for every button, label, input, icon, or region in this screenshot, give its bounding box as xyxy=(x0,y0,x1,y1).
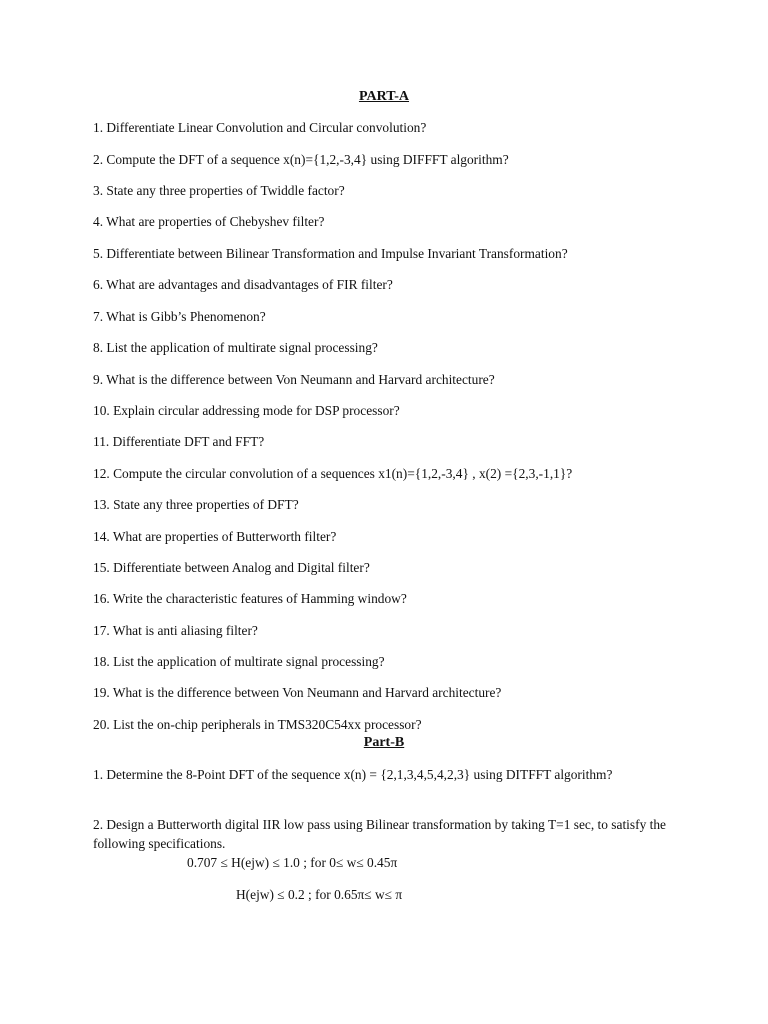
part-a-question-12: 12. Compute the circular convolution of a sequences x1(n)={1,2,-3,4} , x(2) ={2,3,-1,1}? xyxy=(93,466,573,481)
part-a-heading: PART-A xyxy=(358,89,410,104)
part-a-question-7: 7. What is Gibb’s Phenomenon? xyxy=(93,309,266,324)
part-a-question-10: 10. Explain circular addressing mode for DSP processor? xyxy=(93,403,400,418)
part-b-heading: Part-B xyxy=(363,735,405,750)
part-a-question-17: 17. What is anti aliasing filter? xyxy=(93,623,258,638)
part-b-question-2: 2. Design a Butterworth digital IIR low pass using Bilinear transformation by taking T=1 sec, to satisfy the following specifications. xyxy=(93,817,666,851)
part-a-question-9: 9. What is the difference between Von Neumann and Harvard architecture? xyxy=(93,372,495,387)
part-a-question-3: 3. State any three properties of Twiddle factor? xyxy=(93,183,345,198)
part-a-question-8: 8. List the application of multirate signal processing? xyxy=(93,340,378,355)
part-a-question-15: 15. Differentiate between Analog and Digital filter? xyxy=(93,560,370,575)
part-b-question-1: 1. Determine the 8-Point DFT of the sequence x(n) = {2,1,3,4,5,4,2,3} using DITFFT algorithm? xyxy=(93,767,613,782)
part-a-question-18: 18. List the application of multirate signal processing? xyxy=(93,654,385,669)
part-a-question-20: 20. List the on-chip peripherals in TMS320C54xx processor? xyxy=(93,717,422,732)
part-a-question-19: 19. What is the difference between Von Neumann and Harvard architecture? xyxy=(93,685,502,700)
part-a-question-11: 11. Differentiate DFT and FFT? xyxy=(93,434,265,449)
part-a-question-2: 2. Compute the DFT of a sequence x(n)={1,2,-3,4} using DIFFFT algorithm? xyxy=(93,152,509,167)
part-a-question-1: 1. Differentiate Linear Convolution and Circular convolution? xyxy=(93,120,427,135)
part-a-question-4: 4. What are properties of Chebyshev filter? xyxy=(93,214,325,229)
part-a-question-13: 13. State any three properties of DFT? xyxy=(93,497,299,512)
part-a-question-16: 16. Write the characteristic features of Hamming window? xyxy=(93,591,407,606)
part-a-question-5: 5. Differentiate between Bilinear Transformation and Impulse Invariant Transformation? xyxy=(93,246,568,261)
part-a-question-6: 6. What are advantages and disadvantages of FIR filter? xyxy=(93,277,393,292)
specification-stopband: H(ejw) ≤ 0.2 ; for 0.65π≤ w≤ π xyxy=(236,887,403,902)
part-a-question-14: 14. What are properties of Butterworth filter? xyxy=(93,529,337,544)
specification-passband: 0.707 ≤ H(ejw) ≤ 1.0 ; for 0≤ w≤ 0.45π xyxy=(187,855,398,870)
